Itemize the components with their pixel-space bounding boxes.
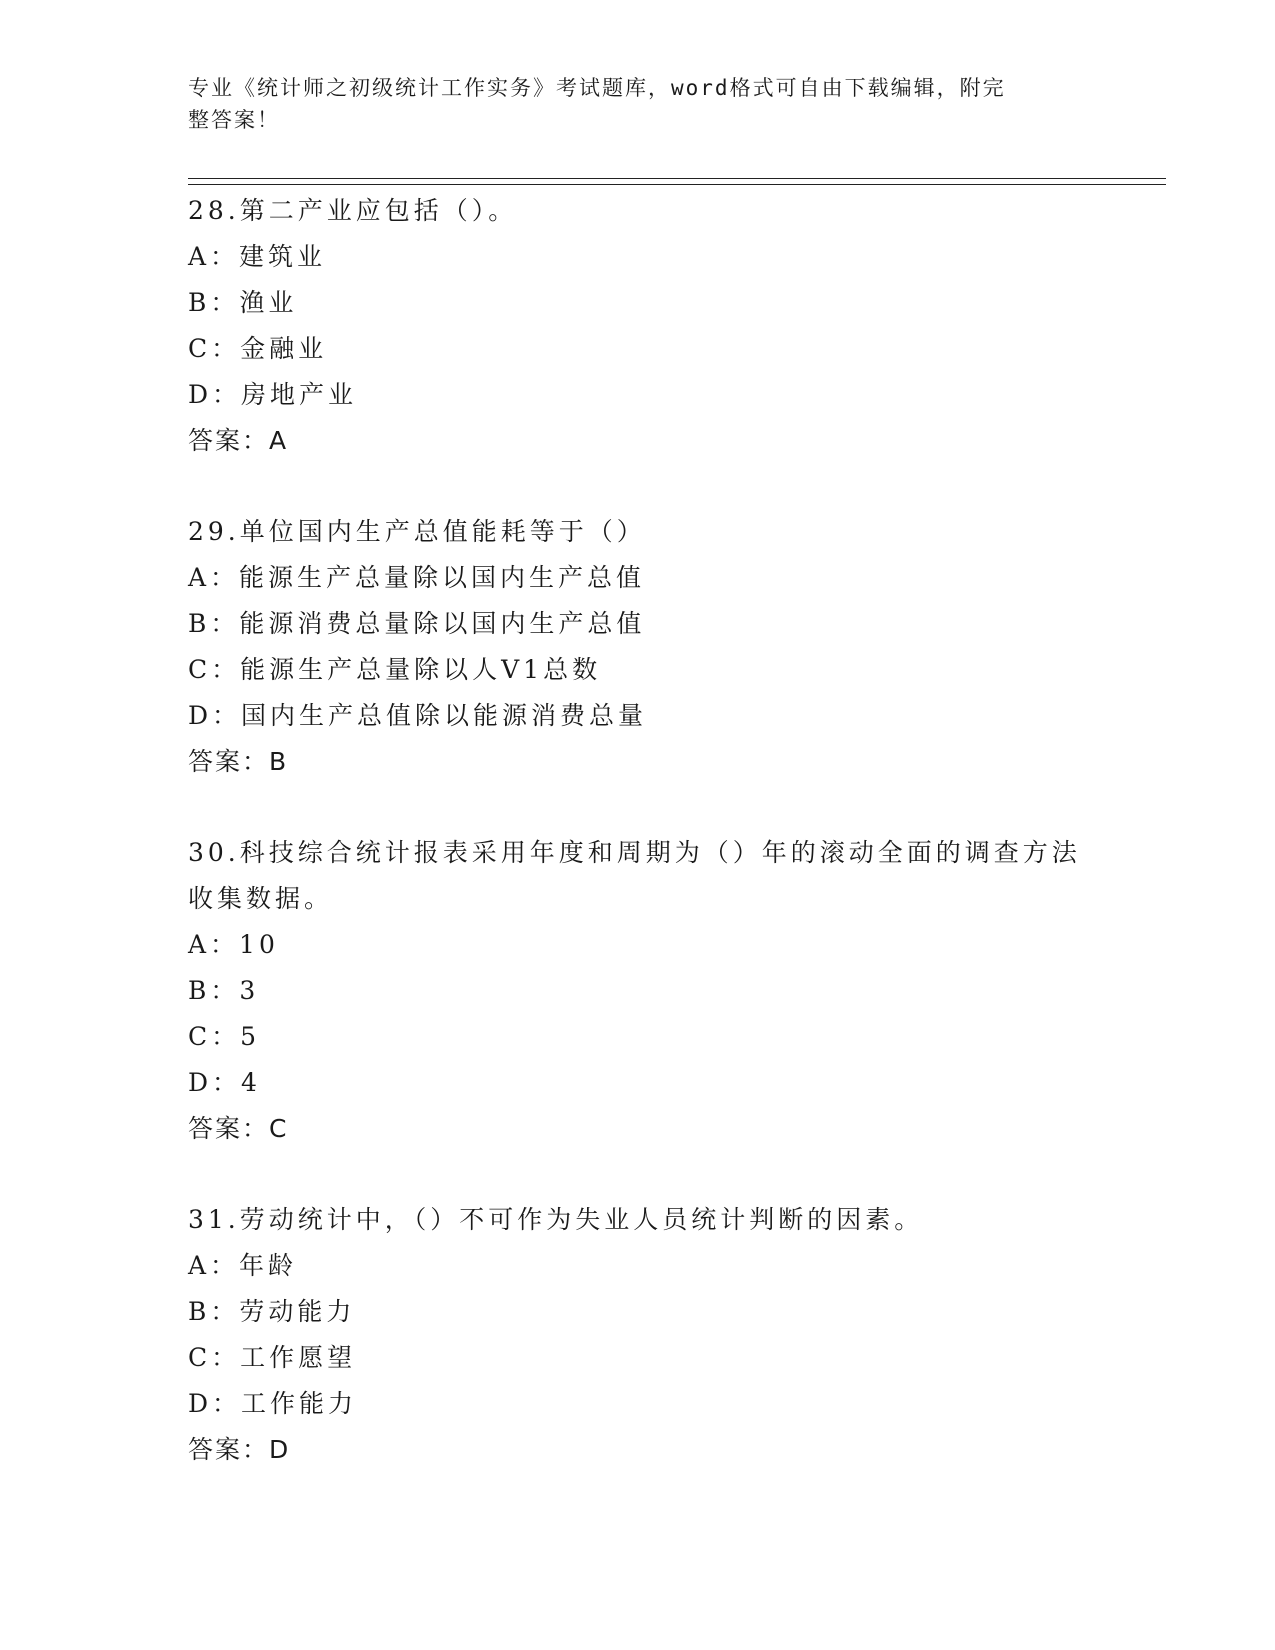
question-stem: 31.劳动统计中，（）不可作为失业人员统计判断的因素。 — [188, 1205, 924, 1234]
option-c: C：能源生产总量除以人V1总数 — [188, 655, 602, 684]
question-list — [188, 188, 1148, 1518]
option-a: A：能源生产总量除以国内生产总值 — [188, 563, 646, 592]
answer-label: 答案：A — [188, 426, 289, 455]
option-a: A：年龄 — [188, 1251, 298, 1280]
question-30 — [188, 830, 1148, 1152]
answer-label: 答案：B — [188, 747, 289, 776]
answer-label: 答案：C — [188, 1114, 289, 1143]
option-b: B：劳动能力 — [188, 1297, 356, 1326]
option-d: D：房地产业 — [188, 380, 358, 409]
option-b: B：渔业 — [188, 288, 298, 317]
option-d: D：工作能力 — [188, 1389, 358, 1418]
option-d: D：4 — [188, 1068, 261, 1097]
header-line-2: 整答案！ — [188, 108, 280, 132]
option-c: C：工作愿望 — [188, 1343, 357, 1372]
option-b: B：3 — [188, 976, 260, 1005]
header-divider-top — [188, 178, 1166, 179]
question-stem: 28.第二产业应包括（）。 — [188, 196, 518, 225]
header-divider-bottom — [188, 184, 1166, 185]
answer-label: 答案：D — [188, 1435, 291, 1464]
option-d: D：国内生产总值除以能源消费总量 — [188, 701, 648, 730]
option-a: A：10 — [188, 930, 279, 959]
option-b: B：能源消费总量除以国内生产总值 — [188, 609, 646, 638]
question-stem: 30.科技综合统计报表采用年度和周期为（）年的滚动全面的调查方法收集数据。 — [188, 838, 1081, 913]
option-c: C：5 — [188, 1022, 261, 1051]
option-a: A：建筑业 — [188, 242, 327, 271]
option-c: C：金融业 — [188, 334, 328, 363]
question-stem: 29.单位国内生产总值能耗等于（） — [188, 517, 646, 546]
header-line-1: 专业《统计师之初级统计工作实务》考试题库，word格式可自由下载编辑，附完 — [188, 76, 1006, 100]
question-29 — [188, 509, 1148, 785]
question-28 — [188, 188, 1148, 464]
document-header — [188, 72, 1088, 136]
question-31 — [188, 1197, 1148, 1473]
